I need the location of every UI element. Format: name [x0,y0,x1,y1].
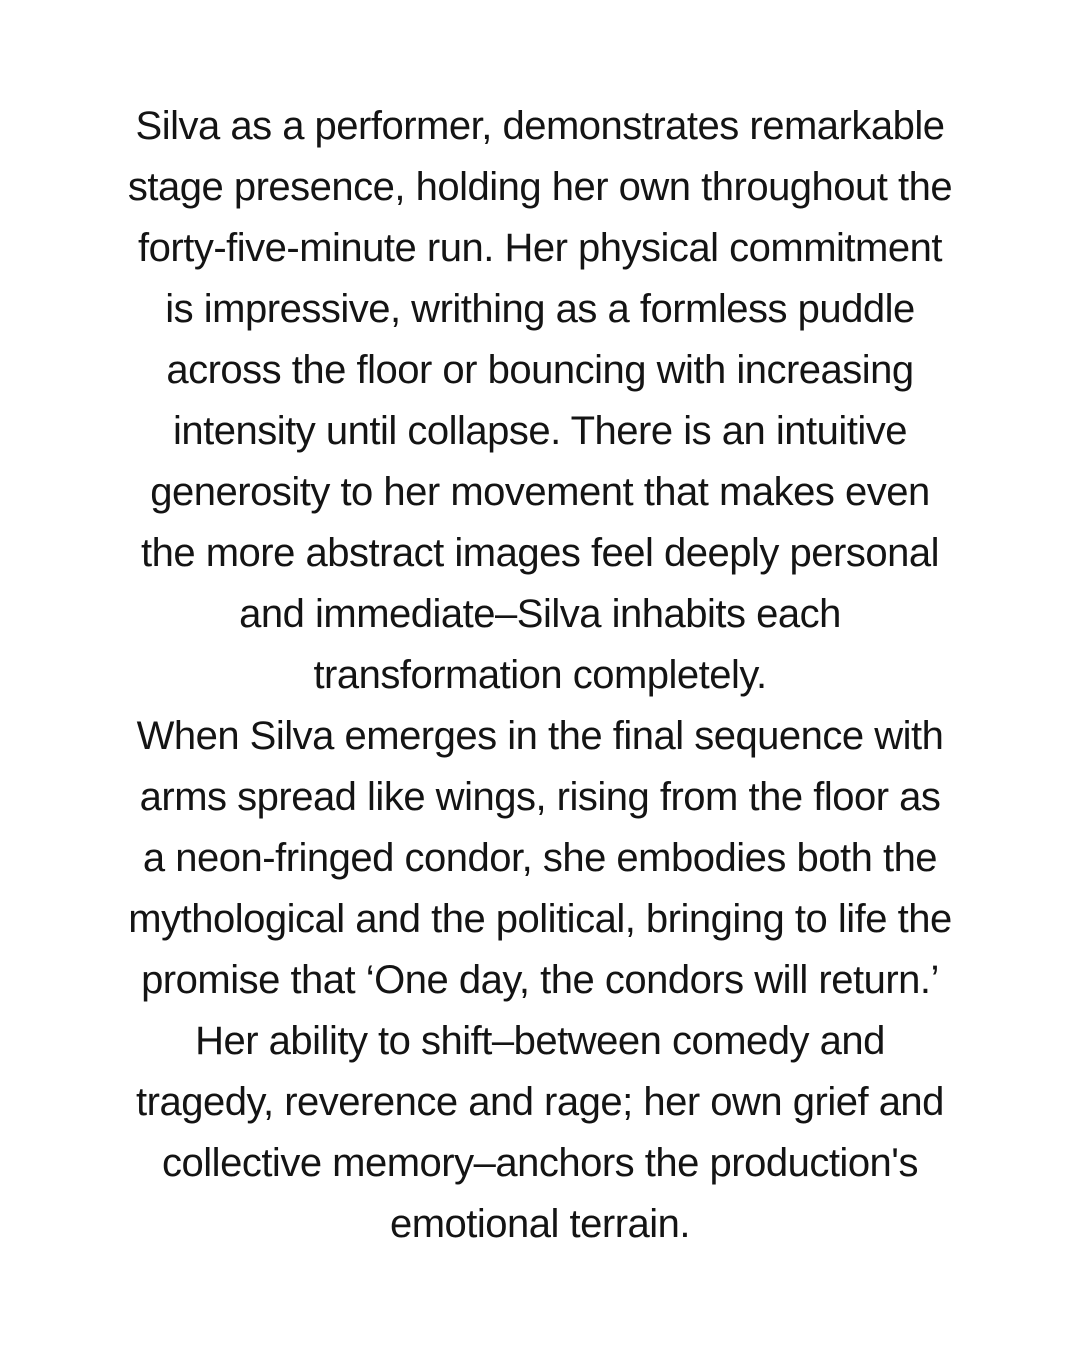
text-line: promise that ‘One day, the condors will return.’ [141,958,939,1002]
text-line: When Silva emerges in the final sequence with [136,714,944,758]
text-line: generosity to her movement that makes even [150,470,930,514]
text-line: is impressive, writhing as a formless puddle [165,287,915,331]
text-line: intensity until collapse. There is an intuitive [173,409,907,453]
text-line: arms spread like wings, rising from the floor as [139,775,941,819]
text-line: emotional terrain. [389,1202,691,1246]
text-line: forty-five-minute run. Her physical commitment [138,226,942,270]
text-line: a neon-fringed condor, she embodies both the [142,836,938,880]
text-line: the more abstract images feel deeply personal [141,531,939,575]
text-line: tragedy, reverence and rage; her own grief and [136,1080,944,1124]
paragraph [0,706,1080,1255]
text-line: Silva as a performer, demonstrates remarkable [135,104,945,148]
text-line: and immediate–Silva inhabits each [239,592,841,636]
text-line: across the floor or bouncing with increasing [166,348,914,392]
text-line: transformation completely. [313,653,767,697]
text-line: Her ability to shift–between comedy and [195,1019,885,1063]
paragraph [0,96,1080,706]
text-line: stage presence, holding her own throughout the [127,165,953,209]
text-line: collective memory–anchors the production's [162,1141,918,1185]
text-line: mythological and the political, bringing to life the [128,897,952,941]
